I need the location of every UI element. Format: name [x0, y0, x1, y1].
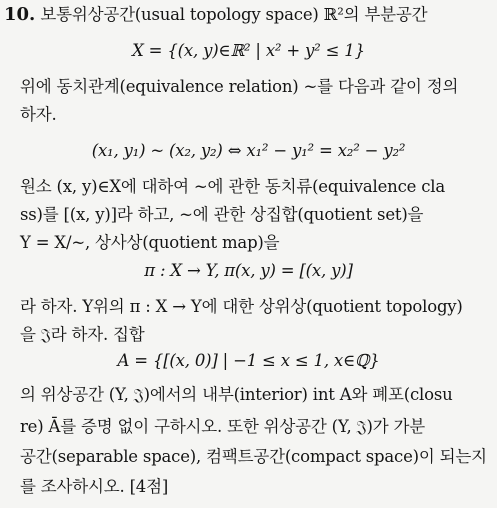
problem-number: 10. — [4, 4, 36, 25]
problem-line-7: ss)를 [(x, y)]라 하고, ~에 관한 상집합(quotient set)을 — [20, 205, 424, 224]
problem-line-16: 를 조사하시오. [4점] — [20, 477, 169, 496]
problem-line-10: 라 하자. Y위의 π : X → Y에 대한 상위상(quotient topology) — [20, 297, 463, 316]
quotient-map-formula: π : X → Y, π(x, y) = [(x, y)] — [144, 261, 353, 280]
problem-line-1 — [4, 4, 427, 26]
problem-line-4: 하자. — [20, 105, 57, 124]
set-a-definition: A = {[(x, 0)] | −1 ≤ x ≤ 1, x∈ℚ} — [117, 351, 380, 370]
problem-line-8: Y = X/~, 상사상(quotient map)을 — [20, 233, 280, 252]
problem-line-6: 원소 (x, y)∈X에 대하여 ~에 관한 동치류(equivalence cla — [20, 177, 445, 196]
problem-line-1-text: 보통위상공간(usual topology space) ℝ²의 부분공간 — [40, 5, 428, 24]
problem-line-13: 의 위상공간 (Y, 𝔍)에서의 내부(interior) int A와 폐포(closu — [20, 385, 453, 404]
equivalence-relation-formula: (x₁, y₁) ~ (x₂, y₂) ⇔ x₁² − y₁² = x₂² − y₂² — [91, 141, 406, 160]
problem-line-15: 공간(separable space), 컴팩트공간(compact space)이 되는지 — [20, 447, 487, 466]
problem-line-11: 을 𝔍라 하자. 집합 — [20, 325, 145, 344]
problem-line-14: re) Ā를 증명 없이 구하시오. 또한 위상공간 (Y, 𝔍)가 가분 — [20, 417, 425, 436]
problem-line-3: 위에 동치관계(equivalence relation) ~를 다음과 같이 정의 — [20, 77, 459, 96]
set-x-definition: X = {(x, y)∈ℝ² | x² + y² ≤ 1} — [132, 41, 365, 60]
